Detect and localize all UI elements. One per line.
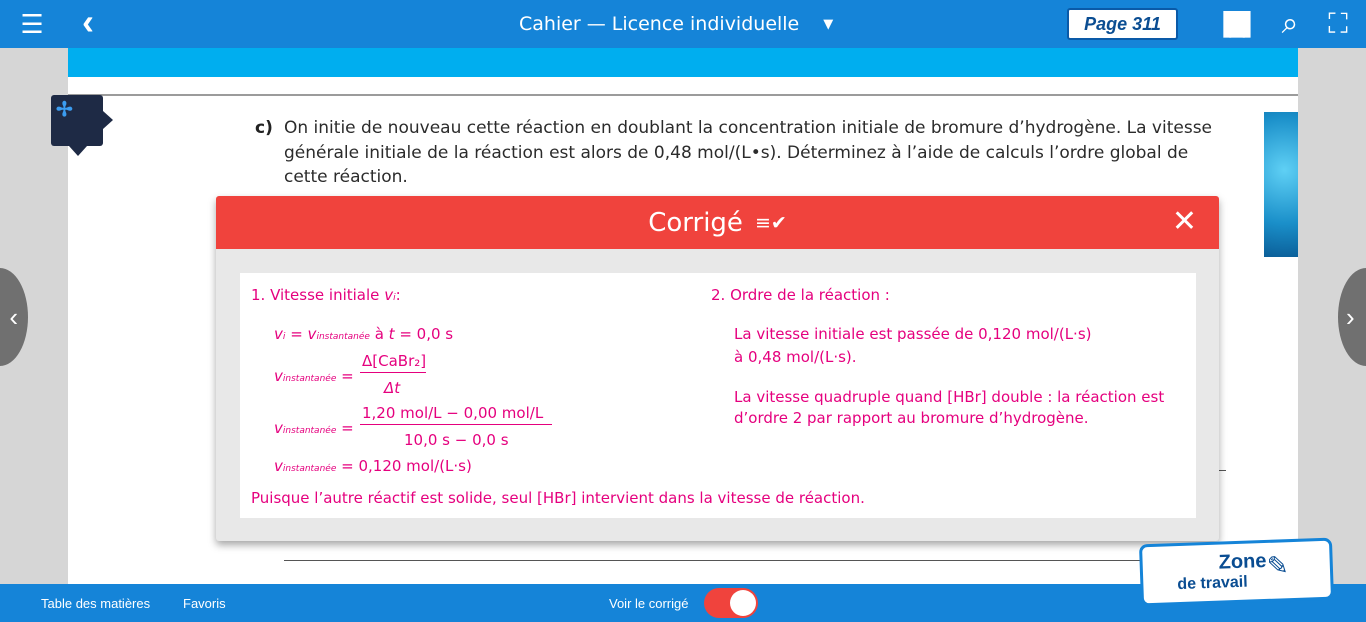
pen-icon: ✎ [1266,550,1290,581]
formula-line-1: vi = vinstantanée à t = 0,0 s [274,325,454,343]
formula-line-3-denominator: 10,0 s − 0,0 s [404,431,509,449]
divider [68,94,1298,96]
part2-text: à 0,48 mol/(L·s). [734,348,857,366]
formula-line-2-denominator: Δt [384,379,401,397]
page-illustration [1264,112,1298,257]
close-button[interactable]: ✕ [1171,205,1197,238]
toggle-knob [730,590,756,616]
app-title: Cahier — Licence individuelle [519,13,800,35]
fraction-bar [360,424,552,425]
part2-text: La vitesse quadruple quand [HBr] double : la réaction est [734,388,1165,406]
question-label: c) [255,118,273,138]
formula-line-2-var: vinstantanée = [274,367,354,385]
search-icon[interactable]: ⌕ [1281,7,1299,40]
menu-icon[interactable]: ☰ [20,8,44,39]
answer-line [284,560,1219,561]
fullscreen-icon[interactable]: ⛶ [1328,7,1348,39]
workspace-button[interactable] [1139,538,1334,607]
move-icon: ✢ [56,99,73,121]
formula-line-2-numerator: Δ[CaBr₂] [362,352,427,370]
modal-title [216,196,1219,249]
top-bar [0,0,1366,48]
next-page-button[interactable]: › [1338,268,1366,366]
show-answer-label: Voir le corrigé [609,595,689,611]
page-header-band [68,48,1298,77]
part2-text: d’ordre 2 par rapport au bromure d’hydrogène. [734,409,1089,427]
part1-heading: 1. Vitesse initiale vi: [251,286,401,304]
page-number-button[interactable]: Page 311 [1067,8,1178,40]
favorites-link[interactable]: Favoris [183,595,226,611]
part2-heading: 2. Ordre de la réaction : [711,286,890,304]
fraction-bar [360,372,426,373]
formula-line-3-numerator: 1,20 mol/L − 0,00 mol/L [362,404,544,422]
back-icon[interactable]: ‹ [82,1,94,42]
formula-line-4: vinstantanée = 0,120 mol/(L·s) [274,457,472,475]
answer-content [240,273,1196,518]
table-of-contents-link[interactable]: Table des matières [41,595,151,611]
workspace-label-line1: Zone [1218,549,1267,574]
show-answer-toggle[interactable] [704,588,758,618]
previous-page-button[interactable]: ‹ [0,268,28,366]
answer-modal [216,196,1219,541]
part1-conclusion: Puisque l’autre réactif est solide, seul [HBr] intervient dans la vitesse de réaction. [251,489,865,507]
move-tool-button[interactable] [51,95,103,146]
formula-line-3-var: vinstantanée = [274,419,354,437]
part2-text: La vitesse initiale est passée de 0,120 mol/(L·s) [734,325,1092,343]
title-dropdown[interactable] [519,0,833,48]
checklist-icon: ≡✔ [754,211,787,234]
double-page-icon[interactable]: ▐█▌ [1215,11,1257,36]
question-text: On initie de nouveau cette réaction en doublant la concentration initiale de bromure d’hydrogène. La vitesse générale initiale de la réaction est alors de 0,48 mol/(L•s). Déterminez à l’aide de calculs l’ordre global de cette réaction. [284,118,1213,187]
workspace-label-line2: de travail [1177,573,1248,594]
modal-title-text: Corrigé [648,207,743,238]
chevron-down-icon: ▼ [823,16,834,32]
